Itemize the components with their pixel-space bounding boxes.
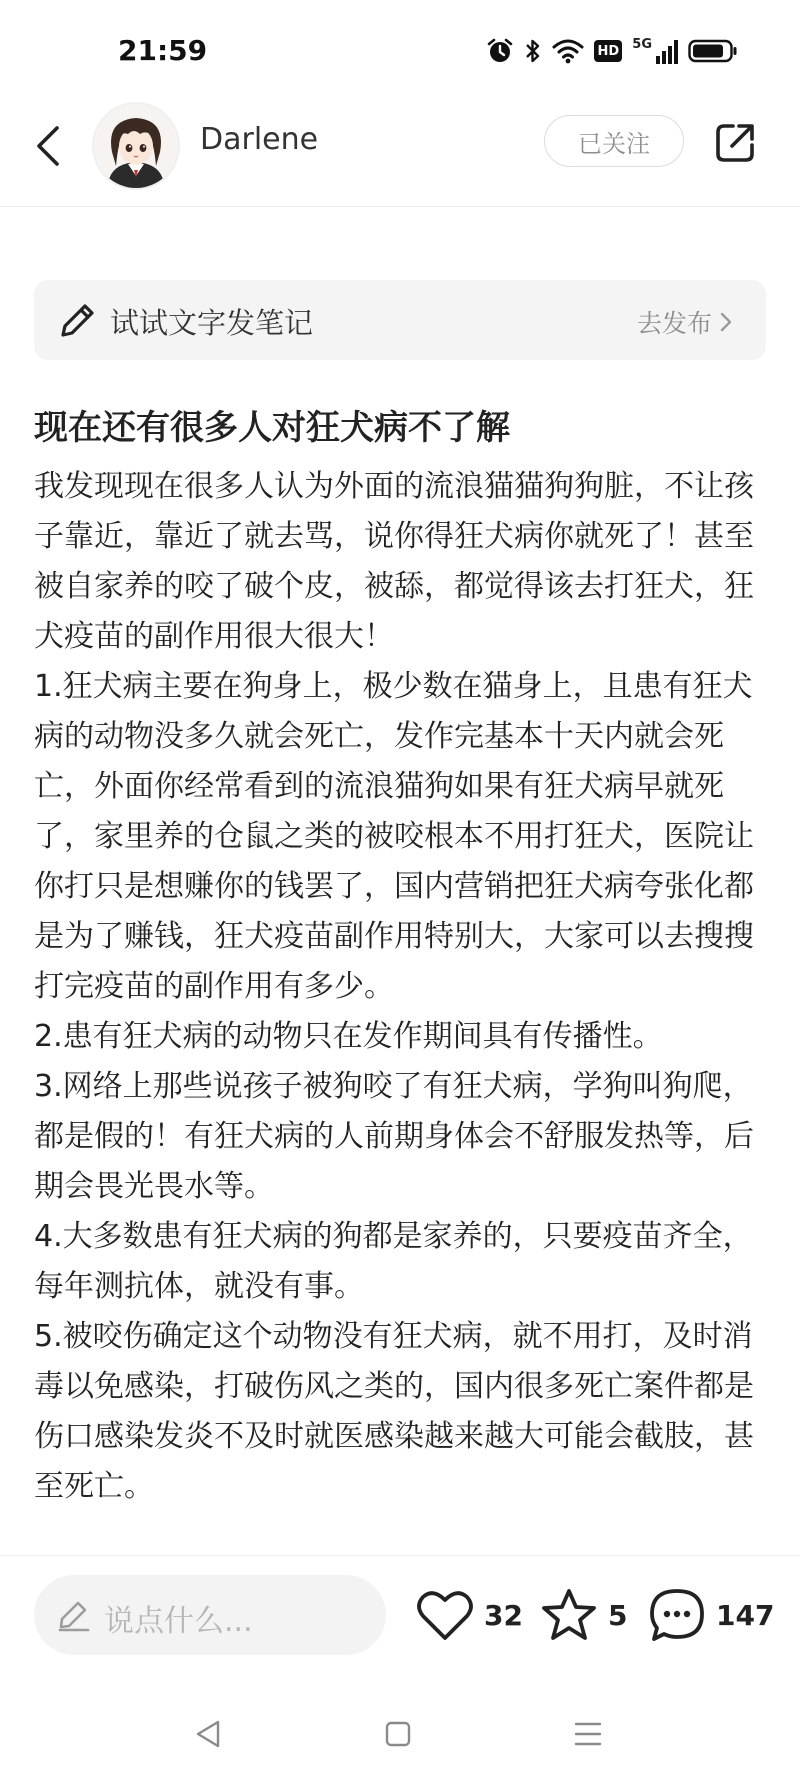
- battery-icon: [688, 39, 738, 63]
- status-time: 21:59: [118, 34, 208, 67]
- network-label: 5G: [632, 37, 652, 52]
- comment-input[interactable]: [34, 1575, 386, 1655]
- publish-label: 去发布: [636, 309, 712, 338]
- wifi-icon: [552, 38, 584, 64]
- star-icon: [540, 1587, 598, 1643]
- comment-button[interactable]: [648, 1583, 774, 1647]
- publish-link[interactable]: [637, 304, 732, 340]
- comment-placeholder: 说点什么...: [104, 1604, 253, 1639]
- chevron-right-icon: [720, 311, 732, 333]
- share-button[interactable]: [710, 118, 760, 168]
- square-home-icon: [384, 1720, 412, 1748]
- like-count: 32: [484, 1598, 523, 1632]
- menu-lines-icon: [573, 1720, 603, 1748]
- post-paragraph: 3.网络上那些说孩子被狗咬了有狂犬病，学狗叫狗爬，都是假的！有狂犬病的人前期身体会不舒服发热等，后期会畏光畏水等。: [34, 1069, 754, 1204]
- nav-back-button[interactable]: [186, 1712, 230, 1756]
- status-icons: [486, 34, 738, 68]
- status-bar: [0, 0, 800, 100]
- try-text-note-bar[interactable]: [34, 280, 766, 360]
- chevron-left-icon: [35, 124, 61, 168]
- profile-header: [0, 100, 800, 207]
- follow-button[interactable]: 已关注: [544, 115, 684, 167]
- post-paragraph: 5.被咬伤确定这个动物没有狂犬病，就不用打，及时消毒以免感染，打破伤风之类的，国内很多死亡案件都是伤口感染发炎不及时就医感染越来越大可能会截肢，甚至死亡。: [34, 1319, 754, 1504]
- pencil-icon: [58, 300, 98, 340]
- post-paragraph: 我发现现在很多人认为外面的流浪猫猫狗狗脏，不让孩子靠近，靠近了就去骂，说你得狂犬病你就死了！甚至被自家养的咬了破个皮，被舔，都觉得该去打狂犬，狂犬疫苗的副作用很大很大！: [34, 469, 754, 654]
- post-paragraph: 1.狂犬病主要在狗身上，极少数在猫身上，且患有狂犬病的动物没多久就会死亡，发作完基本十天内就会死亡，外面你经常看到的流浪猫狗如果有狂犬病早就死了，家里养的仓鼠之类的被咬根本不用打狂犬，医院让你打只是想赚你的钱罢了，国内营销把狂犬病夸张化都是为了赚钱，狂犬疫苗副作用特别大，大家可以去搜搜打完疫苗的副作用有多少。: [34, 669, 754, 1004]
- edit-icon: [56, 1597, 92, 1633]
- back-button[interactable]: [28, 118, 68, 174]
- post-title: 现在还有很多人对狂犬病不了解: [34, 408, 510, 448]
- heart-icon: [416, 1588, 474, 1642]
- nav-menu-button[interactable]: [566, 1712, 610, 1756]
- username[interactable]: Darlene: [200, 122, 319, 157]
- alarm-icon: [486, 37, 514, 65]
- post-body: [34, 462, 762, 1512]
- nav-home-button[interactable]: [376, 1712, 420, 1756]
- share-icon: [713, 121, 757, 165]
- bottom-divider: [0, 1555, 800, 1556]
- try-text-label: 试试文字发笔记: [110, 306, 314, 340]
- comment-bubble-icon: [648, 1587, 706, 1643]
- favorite-button[interactable]: [540, 1583, 627, 1647]
- signal-5g-icon: [632, 38, 678, 64]
- hd-icon: HD: [594, 40, 622, 62]
- like-button[interactable]: [416, 1583, 523, 1647]
- triangle-back-icon: [194, 1719, 222, 1749]
- favorite-count: 5: [608, 1598, 628, 1632]
- avatar[interactable]: [92, 102, 180, 190]
- comment-count: 147: [716, 1598, 775, 1632]
- bluetooth-icon: [524, 37, 542, 65]
- system-nav-bar: [0, 1690, 800, 1778]
- post-paragraph: 2.患有狂犬病的动物只在发作期间具有传播性。: [34, 1019, 663, 1054]
- post-paragraph: 4.大多数患有狂犬病的狗都是家养的，只要疫苗齐全，每年测抗体，就没有事。: [34, 1219, 753, 1304]
- avatar-image: [94, 104, 178, 188]
